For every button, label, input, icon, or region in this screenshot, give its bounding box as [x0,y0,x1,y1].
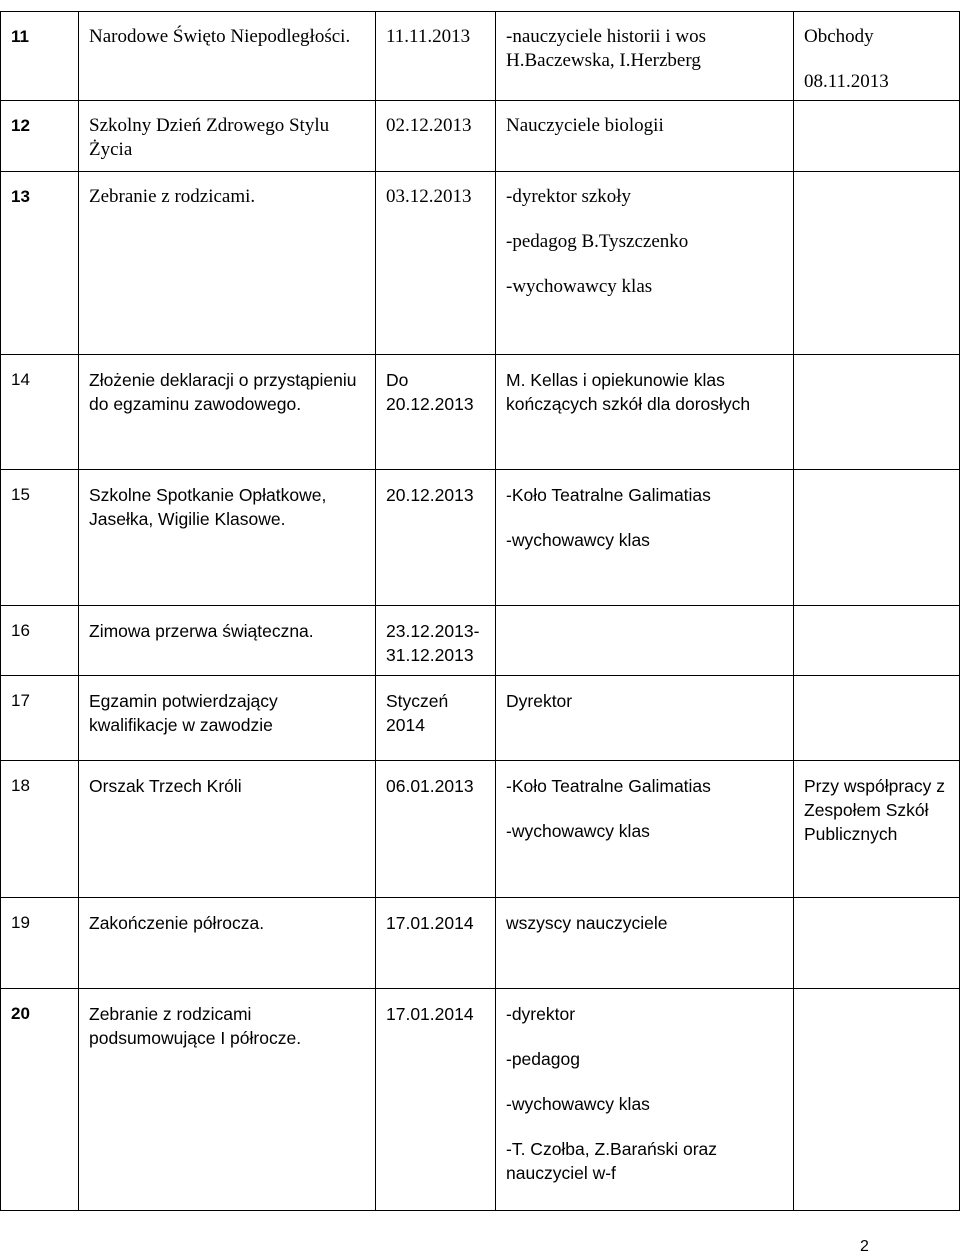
event-date: Styczeń 2014 [376,676,496,761]
table-row [1,12,960,101]
responsible-line: wszyscy nauczyciele [506,913,668,933]
responsible-line: Dyrektor [506,691,573,711]
notes-line: Obchody [804,26,874,47]
notes [794,101,960,172]
row-number: 15 [1,470,79,606]
responsible [496,898,794,989]
responsible-line: Nauczyciele biologii [506,115,664,136]
row-number: 14 [1,355,79,470]
responsible [496,101,794,172]
event-date: 23.12.2013-31.12.2013 [376,606,496,676]
notes [794,355,960,470]
responsible-line: -T. Czołba, Z.Barański oraz nauczyciel w-f [506,1139,718,1183]
responsible-line: -wychowawcy klas [506,821,650,841]
row-number: 16 [1,606,79,676]
event-name: Zebranie z rodzicami. [79,172,376,355]
event-date: 11.11.2013 [376,12,496,101]
table-row [1,676,960,761]
page-number: 2 [860,1238,869,1255]
notes [794,989,960,1211]
notes [794,676,960,761]
notes [794,172,960,355]
notes-line: Przy współpracy z Zespołem Szkół Publicznych [804,776,946,844]
row-number: 19 [1,898,79,989]
responsible [496,761,794,898]
event-name: Zakończenie półrocza. [79,898,376,989]
table-row [1,898,960,989]
responsible-line: -dyrektor [506,1004,576,1024]
table-row [1,101,960,172]
event-date: 17.01.2014 [376,989,496,1211]
row-number: 11 [1,12,79,101]
table-row [1,355,960,470]
row-number: 13 [1,172,79,355]
responsible [496,606,794,676]
event-date: 03.12.2013 [376,172,496,355]
event-date: 17.01.2014 [376,898,496,989]
table-row [1,989,960,1211]
responsible-line: -pedagog B.Tyszczenko [506,231,689,252]
notes [794,898,960,989]
responsible-line: M. Kellas i opiekunowie klas kończących szkół dla dorosłych [506,370,751,414]
responsible [496,12,794,101]
responsible [496,470,794,606]
events-table [0,11,960,1211]
event-name: Szkolne Spotkanie Opłatkowe, Jasełka, Wigilie Klasowe. [79,470,376,606]
notes-line: 08.11.2013 [804,71,889,92]
event-date: Do 20.12.2013 [376,355,496,470]
responsible [496,355,794,470]
row-number: 12 [1,101,79,172]
event-name: Szkolny Dzień Zdrowego Stylu Życia [79,101,376,172]
responsible-line: -dyrektor szkoły [506,186,632,207]
responsible-line: -pedagog [506,1049,580,1069]
responsible [496,989,794,1211]
event-name: Złożenie deklaracji o przystąpieniu do egzaminu zawodowego. [79,355,376,470]
event-date: 06.01.2013 [376,761,496,898]
responsible-line: -Koło Teatralne Galimatias [506,485,711,505]
event-name: Egzamin potwierdzający kwalifikacje w zawodzie [79,676,376,761]
row-number: 18 [1,761,79,898]
table-row [1,470,960,606]
event-name: Orszak Trzech Króli [79,761,376,898]
notes [794,606,960,676]
table-row [1,761,960,898]
event-name: Zebranie z rodzicami podsumowujące I półrocze. [79,989,376,1211]
event-name: Zimowa przerwa świąteczna. [79,606,376,676]
notes [794,470,960,606]
table-row [1,172,960,355]
notes [794,12,960,101]
row-number: 20 [1,989,79,1211]
responsible-line: -wychowawcy klas [506,276,653,297]
responsible-line: -nauczyciele historii i wos H.Baczewska, I.Herzberg [506,26,706,71]
event-date: 02.12.2013 [376,101,496,172]
responsible-line: -wychowawcy klas [506,530,650,550]
notes [794,761,960,898]
responsible [496,172,794,355]
event-date: 20.12.2013 [376,470,496,606]
responsible-line: -wychowawcy klas [506,1094,650,1114]
responsible-line: -Koło Teatralne Galimatias [506,776,711,796]
row-number: 17 [1,676,79,761]
event-name: Narodowe Święto Niepodległości. [79,12,376,101]
responsible [496,676,794,761]
table-row [1,606,960,676]
